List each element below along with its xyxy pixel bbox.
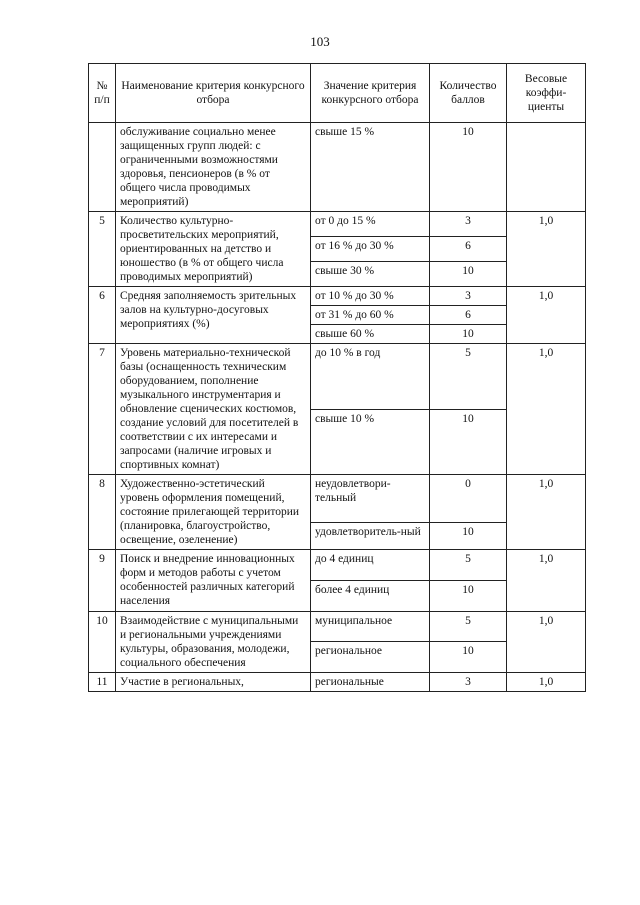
criterion-weight: 1,0 (507, 611, 586, 672)
table-row (89, 287, 586, 306)
criterion-value: свыше 30 % (311, 262, 430, 287)
criterion-points: 3 (430, 287, 507, 306)
criterion-points: 6 (430, 237, 507, 262)
criterion-value: неудовлетвори-тельный (311, 475, 430, 523)
criterion-value: удовлетворитель-ный (311, 523, 430, 550)
criterion-value: от 31 % до 60 % (311, 306, 430, 325)
table-row (89, 123, 586, 212)
table-row (89, 212, 586, 237)
criterion-number: 7 (89, 344, 116, 475)
criterion-points: 3 (430, 212, 507, 237)
criterion-points: 5 (430, 550, 507, 581)
table-row (89, 611, 586, 642)
criterion-number (89, 123, 116, 212)
criterion-value: муниципальное (311, 611, 430, 642)
criterion-value: свыше 10 % (311, 409, 430, 475)
criterion-points: 6 (430, 306, 507, 325)
criterion-weight: 1,0 (507, 672, 586, 691)
criterion-points: 10 (430, 580, 507, 611)
table-row (89, 344, 586, 410)
criterion-name: Взаимодействие с муниципальными и региональными учреждениями культуры, образования, молодежи, социального обеспечения (116, 611, 311, 672)
criterion-value: от 10 % до 30 % (311, 287, 430, 306)
criterion-points: 5 (430, 344, 507, 410)
criterion-number: 6 (89, 287, 116, 344)
criterion-name: Участие в региональных, (116, 672, 311, 691)
criterion-points: 3 (430, 672, 507, 691)
criterion-points: 5 (430, 611, 507, 642)
header-points: Количество баллов (430, 64, 507, 123)
table-header-row (89, 64, 586, 123)
criterion-weight: 1,0 (507, 212, 586, 287)
criterion-points: 10 (430, 325, 507, 344)
criterion-name: Поиск и внедрение инновационных форм и методов работы с учетом особенностей различных категорий населения (116, 550, 311, 611)
criterion-points: 10 (430, 523, 507, 550)
criterion-number: 5 (89, 212, 116, 287)
criterion-name: Художественно-эстетический уровень оформления помещений, состояние прилегающей территории (планировка, благоустройство, освещение, озеленение) (116, 475, 311, 550)
header-num: № п/п (89, 64, 116, 123)
criterion-weight: 1,0 (507, 344, 586, 475)
criterion-value: более 4 единиц (311, 580, 430, 611)
criterion-value: свыше 15 % (311, 123, 430, 212)
criterion-name: Средняя заполняемость зрительных залов на культурно-досуговых мероприятиях (%) (116, 287, 311, 344)
criterion-weight: 1,0 (507, 550, 586, 611)
criterion-name: Уровень материально-технической базы (оснащенность техническим оборудованием, пополнение музыкального инструментария и обновление сценических костюмов, создание условий для посетителей в соответствии с их интересами и запросами (наличие игровых и спортивных комнат) (116, 344, 311, 475)
criterion-points: 0 (430, 475, 507, 523)
page-number: 103 (310, 34, 330, 49)
criteria-body (89, 123, 586, 692)
header-name: Наименование критерия конкурсного отбора (116, 64, 311, 123)
criterion-value: до 10 % в год (311, 344, 430, 410)
criterion-value: до 4 единиц (311, 550, 430, 581)
criterion-points: 10 (430, 123, 507, 212)
criterion-value: свыше 60 % (311, 325, 430, 344)
header-weight: Весовые коэффи-циенты (507, 64, 586, 123)
table-row (89, 550, 586, 581)
criterion-points: 10 (430, 262, 507, 287)
criterion-value: региональные (311, 672, 430, 691)
criterion-name: Количество культурно-просветительских мероприятий, ориентированных на детство и юношество (в % от общего числа проводимых мероприятий) (116, 212, 311, 287)
criterion-points: 10 (430, 409, 507, 475)
criterion-value: региональное (311, 642, 430, 673)
criterion-name: обслуживание социально менее защищенных групп людей: с ограниченными возможностями здоровья, пенсионеров (в % от общего числа проводимых мероприятий) (116, 123, 311, 212)
criterion-weight (507, 123, 586, 212)
header-value: Значение критерия конкурсного отбора (311, 64, 430, 123)
criterion-number: 10 (89, 611, 116, 672)
criterion-value: от 16 % до 30 % (311, 237, 430, 262)
criterion-points: 10 (430, 642, 507, 673)
criterion-weight: 1,0 (507, 475, 586, 550)
criterion-number: 11 (89, 672, 116, 691)
criteria-table (88, 63, 586, 692)
table-row (89, 475, 586, 523)
criterion-number: 9 (89, 550, 116, 611)
table-row (89, 672, 586, 691)
criterion-weight: 1,0 (507, 287, 586, 344)
criterion-value: от 0 до 15 % (311, 212, 430, 237)
criterion-number: 8 (89, 475, 116, 550)
